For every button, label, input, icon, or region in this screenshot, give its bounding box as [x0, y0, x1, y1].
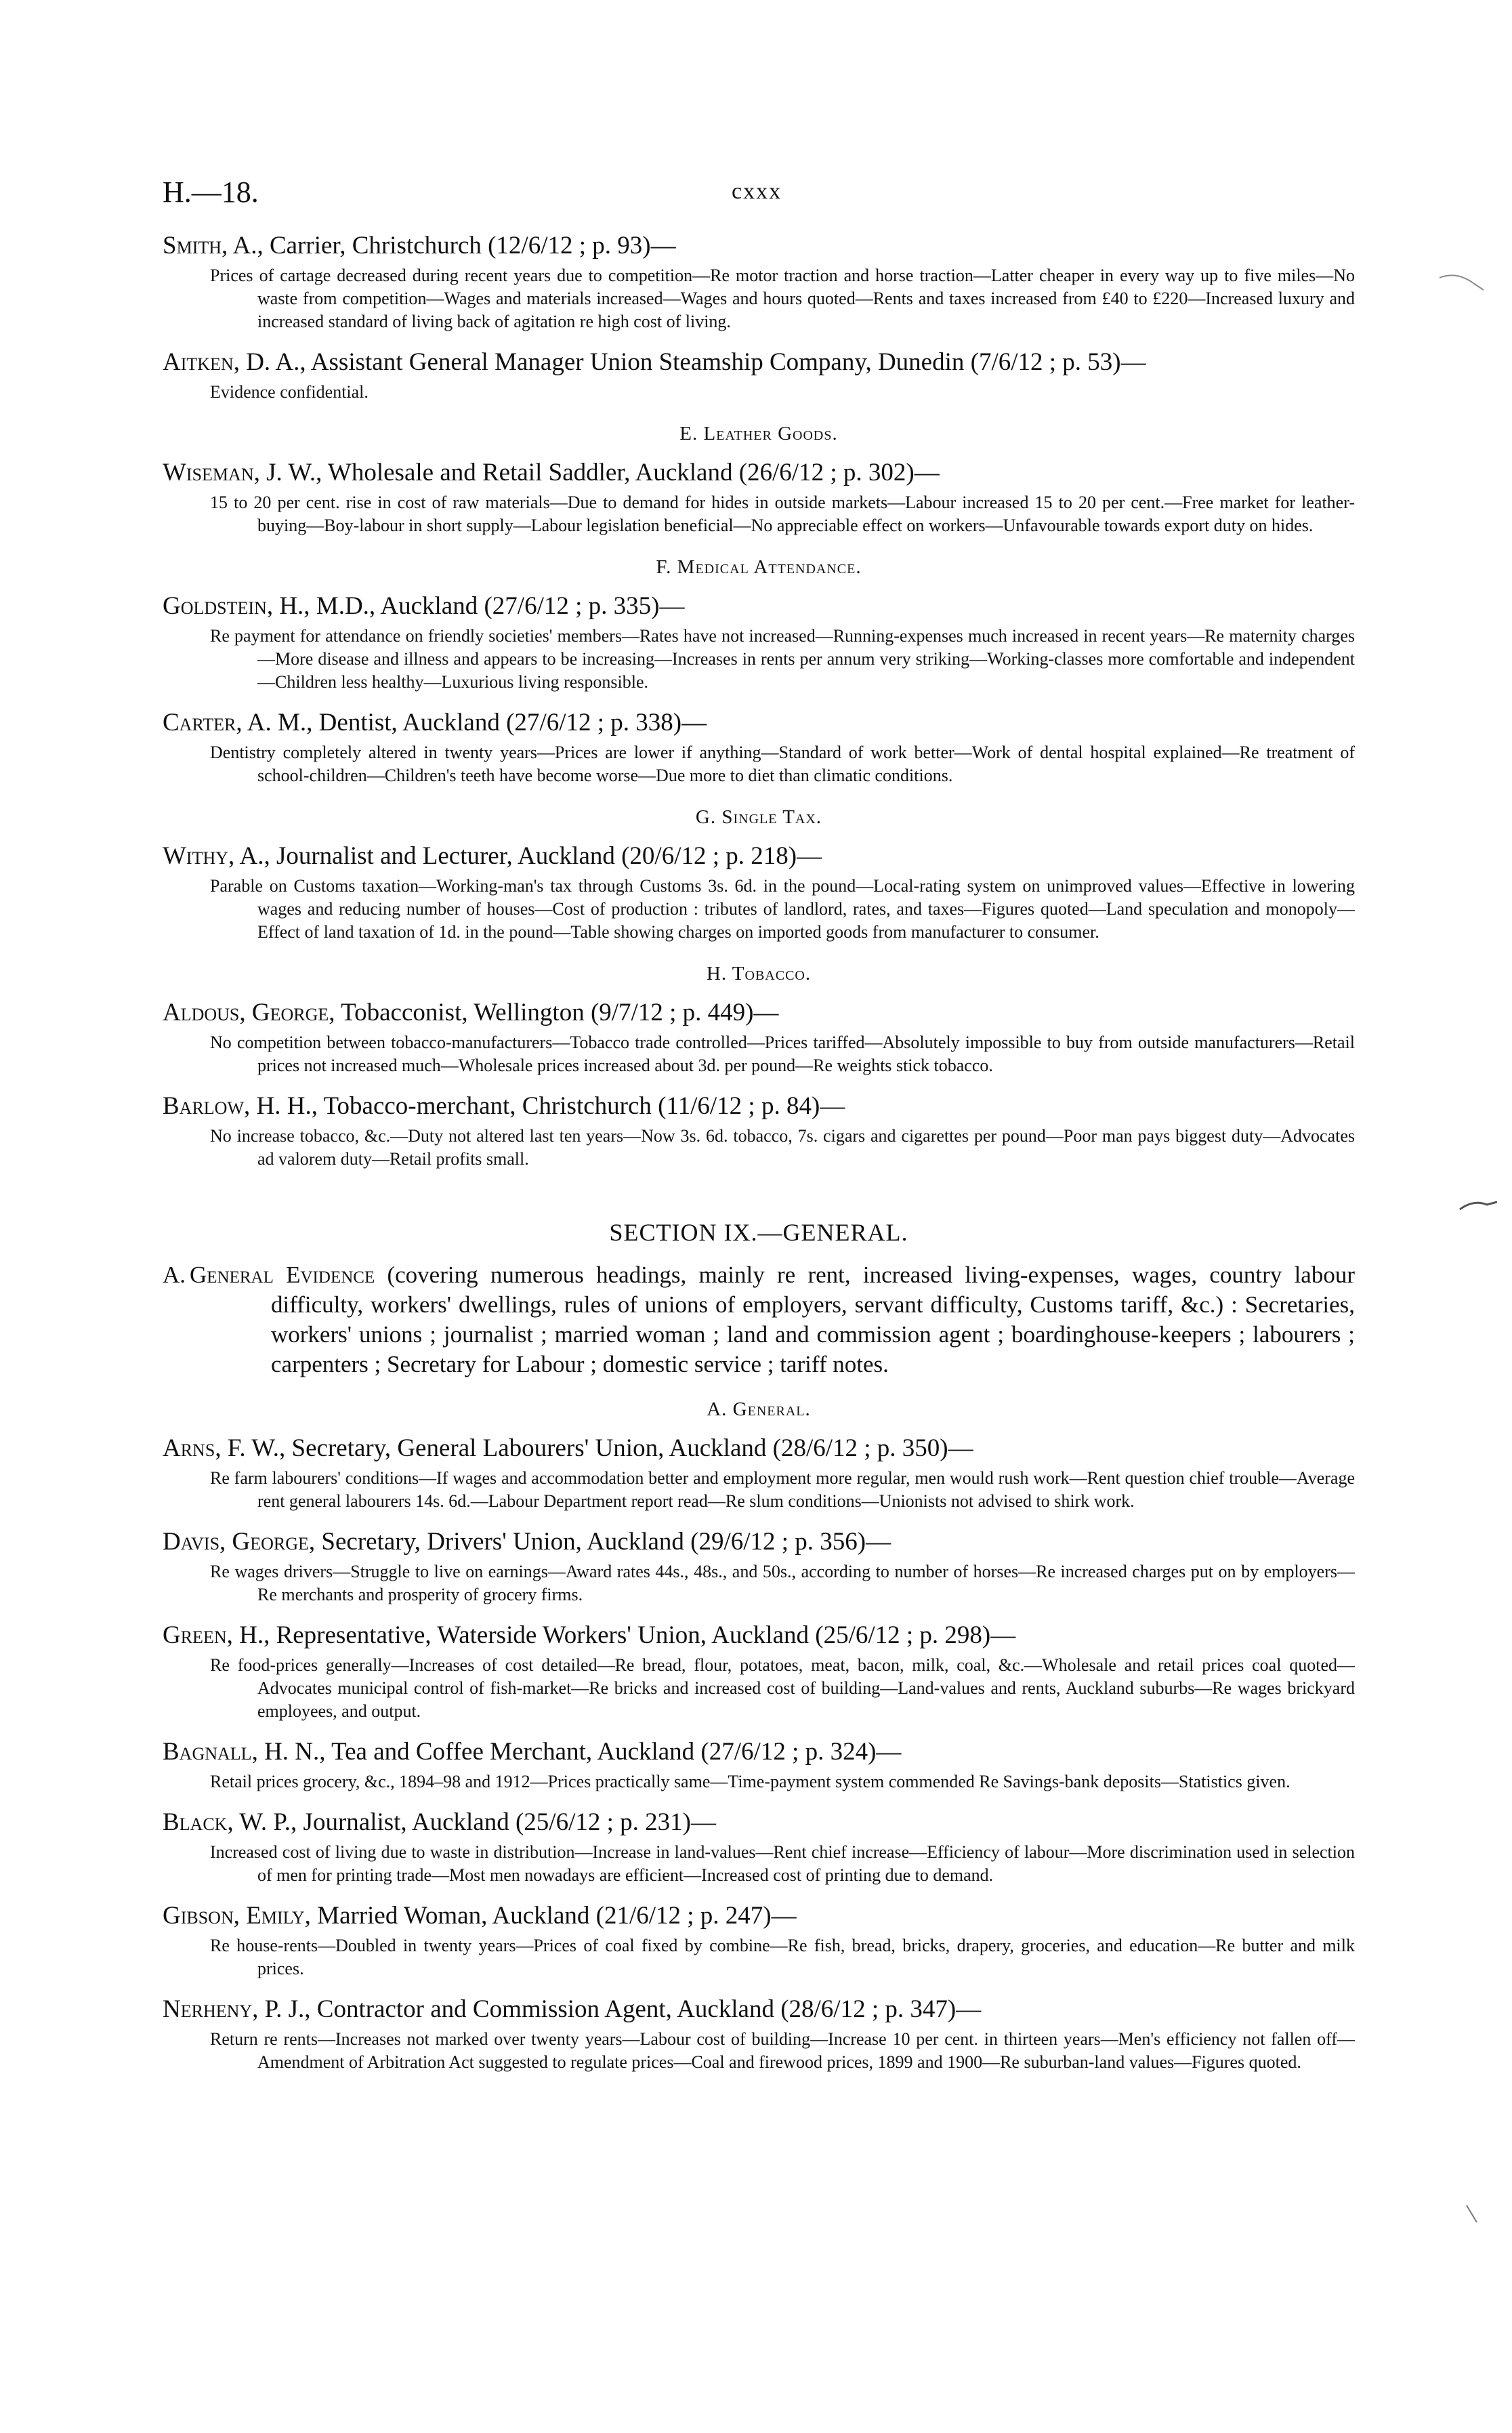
- entry-summary: 15 to 20 per cent. rise in cost of raw materials—Due to demand for hides in outside markets—Labour increased 15 to 20 per cent.—Free market for leather-buying—Boy-labour in short supply—Labour legislation beneficial—No appreciable effect on workers—Unfavourable towards export duty on hides.: [210, 493, 1355, 535]
- entry-details: , Tobacconist, Wellington (9/7/12 ; p. 449)—: [329, 999, 779, 1026]
- entry-heading: [163, 1433, 1355, 1464]
- entry-heading: [163, 1900, 1355, 1932]
- entry-heading: [163, 591, 1355, 622]
- entry-summary: Dentistry completely altered in twenty years—Prices are lower if anything—Standard of work better—Work of dental hospital explained—Re treatment of school-children—Children's teeth have become worse—Due more to diet than climatic conditions.: [210, 743, 1355, 785]
- entry-black: [163, 1807, 1355, 1887]
- entry-details: , H., Representative, Waterside Workers' Union, Auckland (25/6/12 ; p. 298)—: [226, 1621, 1016, 1649]
- section-heading-general: A. General.: [707, 1398, 811, 1420]
- entry-carter: [163, 707, 1355, 787]
- entry-surname: Goldstein: [163, 592, 267, 620]
- entry-surname: Carter: [163, 709, 236, 736]
- entry-details: , H., M.D., Auckland (27/6/12 ; p. 335)—: [266, 592, 685, 620]
- entry-surname: Aitken: [163, 348, 234, 376]
- entry-surname: Withy: [163, 842, 229, 870]
- page-header: [163, 175, 1355, 215]
- entry-summary: Prices of cartage decreased during recent years due to competition—Re motor traction and horse traction—Latter cheaper in every way up to five miles—No waste from competition—Wages and materials increased—Wages and hours quoted—Rents and taxes increased from £40 to £220—Increased luxury and increased standard of living back of agitation re high cost of living.: [210, 266, 1355, 331]
- entry-details: , Married Woman, Auckland (21/6/12 ; p. 247)—: [304, 1902, 797, 1930]
- section-heading-leather-goods: E. Leather Goods.: [679, 423, 838, 444]
- entry-surname: Gibson, Emily: [163, 1902, 305, 1930]
- entry-heading: [163, 1091, 1355, 1122]
- entry-withy: [163, 841, 1355, 944]
- entry-aldous: [163, 997, 1355, 1077]
- entry-barlow: [163, 1091, 1355, 1171]
- entry-surname: Davis, George: [163, 1528, 309, 1556]
- entry-gibson: [163, 1900, 1355, 1980]
- entry-surname: Green: [163, 1621, 227, 1649]
- entry-wiseman: [163, 457, 1355, 537]
- entry-surname: Nerheny: [163, 1995, 253, 2023]
- entry-heading: [163, 841, 1355, 872]
- entry-surname: Aldous, George: [163, 999, 329, 1026]
- section-ix-title: SECTION IX.—GENERAL.: [609, 1219, 908, 1246]
- entry-heading: [163, 1737, 1355, 1768]
- general-evidence-paragraph: [163, 1260, 1355, 1379]
- entry-details: , J. W., Wholesale and Retail Saddler, Auckland (26/6/12 ; p. 302)—: [253, 459, 940, 486]
- entry-details: , F. W., Secretary, General Labourers' Union, Auckland (28/6/12 ; p. 350)—: [215, 1434, 973, 1462]
- entry-summary: Parable on Customs taxation—Working-man's tax through Customs 3s. 6d. in the pound—Local-rating system on unimproved values—Effective in lowering wages and reducing number of houses—Cost of production : tributes of landlord, rates, and taxes—Figures quoted—Land speculation and monopoly—Effect of land taxation of 1d. in the pound—Table showing charges on imported goods from manufacturer to consumer.: [210, 876, 1355, 942]
- entry-details: , H. H., Tobacco-merchant, Christchurch (11/6/12 ; p. 84)—: [244, 1092, 845, 1120]
- entry-summary: Re farm labourers' conditions—If wages and accommodation better and employment more regular, men would rush work—Rent question chief trouble—Average rent general labourers 14s. 6d.—Labour Department report read—Re slum conditions—Unionists not advised to shirk work.: [210, 1468, 1355, 1511]
- page-reference: H.—18.: [163, 175, 259, 209]
- entry-heading: [163, 1526, 1355, 1558]
- entry-green: [163, 1620, 1355, 1723]
- section-heading-single-tax: G. Single Tax.: [695, 806, 822, 828]
- entry-details: , Secretary, Drivers' Union, Auckland (29/6/12 ; p. 356)—: [308, 1528, 891, 1556]
- entry-summary: Re food-prices generally—Increases of cost detailed—Re bread, flour, potatoes, meat, bacon, milk, coal, &c.—Wholesale and retail prices coal quoted—Advocates municipal control of fish-market—Re bricks and increased cost of building—Land-values and rents, Auckland suburbs—Re wages brickyard employees, and output.: [210, 1655, 1355, 1721]
- entry-summary: Increased cost of living due to waste in distribution—Increase in land-values—Rent chief increase—Efficiency of labour—More discrimination used in selection of men for printing trade—Most men nowadays are efficient—Increased cost of printing due to demand.: [210, 1842, 1355, 1885]
- general-evidence-text: (covering numerous headings, mainly re rent, increased living-expenses, wages, country labour difficulty, workers' dwellings, rules of unions of employers, servant difficulty, Customs tariff, &c.) : Secretaries, workers' unions ; journalist ; married woman ; land and commission agent ; boardinghouse-keepers ; labourers ; carpenters ; Secretary for Labour ; domestic service ; tariff notes.: [271, 1262, 1355, 1377]
- entry-surname: Wiseman: [163, 459, 254, 486]
- entry-heading: [163, 347, 1355, 378]
- entry-davis: [163, 1526, 1355, 1606]
- entry-summary: Re payment for attendance on friendly societies' members—Rates have not increased—Running-expenses much increased in recent years—Re maternity charges—More disease and illness and appears to be increasing—Increases in rents per annum very striking—Working-classes more comfortable and independent—Children less healthy—Luxurious living responsible.: [210, 626, 1355, 692]
- scan-mark-icon: [1436, 264, 1490, 298]
- entry-aitken: [163, 347, 1355, 404]
- entry-goldstein: [163, 591, 1355, 694]
- section-heading-medical-attendance: F. Medical Attendance.: [656, 556, 862, 578]
- entry-heading: [163, 1620, 1355, 1651]
- entry-summary: Re house-rents—Doubled in twenty years—Prices of coal fixed by combine—Re fish, bread, bricks, drapery, groceries, and education—Re butter and milk prices.: [210, 1936, 1355, 1978]
- entry-surname: Arns: [163, 1434, 215, 1462]
- entry-surname: Bagnall: [163, 1738, 252, 1766]
- entry-summary: Retail prices grocery, &c., 1894–98 and 1912—Prices practically same—Time-payment system commended Re Savings-bank deposits—Statistics given.: [210, 1772, 1290, 1791]
- entry-details: , H. N., Tea and Coffee Merchant, Auckland (27/6/12 ; p. 324)—: [251, 1738, 902, 1766]
- entry-heading: [163, 707, 1355, 739]
- entry-surname: Black: [163, 1808, 228, 1836]
- entry-nerheny: [163, 1994, 1355, 2074]
- entry-details: , A., Journalist and Lecturer, Auckland (20/6/12 ; p. 218)—: [228, 842, 822, 870]
- entry-details: , A., Carrier, Christchurch (12/6/12 ; p. 93)—: [222, 232, 676, 259]
- entry-heading: [163, 457, 1355, 488]
- entry-summary: Re wages drivers—Struggle to live on earnings—Award rates 44s., 48s., and 50s., according to number of horses—Re increased charges put on by employers—Re merchants and prosperity of grocery firms.: [210, 1562, 1355, 1604]
- entry-smith: [163, 230, 1355, 333]
- entry-details: , A. M., Dentist, Auckland (27/6/12 ; p. 338)—: [236, 709, 707, 736]
- entry-details: , D. A., Assistant General Manager Union Steamship Company, Dunedin (7/6/12 ; p. 53)—: [233, 348, 1146, 376]
- entry-details: , P. J., Contractor and Commission Agent, Auckland (28/6/12 ; p. 347)—: [252, 1995, 982, 2023]
- entry-heading: [163, 1807, 1355, 1838]
- entry-summary: No competition between tobacco-manufacturers—Tobacco trade controlled—Prices tariffed—Absolutely impossible to buy from outside manufacturers—Retail prices not increased much—Wholesale prices increased about 3d. per pound—Re weights stick tobacco.: [210, 1033, 1355, 1075]
- entry-details: , W. P., Journalist, Auckland (25/6/12 ; p. 231)—: [227, 1808, 716, 1836]
- scan-mark-icon: [1456, 1192, 1504, 1220]
- scan-mark-icon: [1463, 2202, 1484, 2229]
- page-body: [163, 230, 1355, 2087]
- section-heading-tobacco: H. Tobacco.: [706, 963, 812, 984]
- entry-heading: [163, 230, 1355, 262]
- entry-bagnall: [163, 1737, 1355, 1793]
- entry-surname: Barlow: [163, 1092, 244, 1120]
- entry-heading: [163, 1994, 1355, 2025]
- entry-summary: Return re rents—Increases not marked over twenty years—Labour cost of building—Increase 10 per cent. in thirteen years—Men's efficiency not fallen off—Amendment of Arbitration Act suggested to regulate prices—Coal and firewood prices, 1899 and 1900—Re suburban-land values—Figures quoted.: [210, 2029, 1355, 2072]
- entry-heading: [163, 997, 1355, 1028]
- entry-arns: [163, 1433, 1355, 1513]
- general-evidence-letter: A.: [163, 1262, 186, 1288]
- general-evidence-label: General Evidence: [190, 1262, 375, 1288]
- entry-summary: Evidence confidential.: [210, 382, 369, 402]
- entry-summary: No increase tobacco, &c.—Duty not altered last ten years—Now 3s. 6d. tobacco, 7s. cigars and cigarettes per pound—Poor man pays biggest duty—Advocates ad valorem duty—Retail profits small.: [210, 1126, 1355, 1169]
- page-number: cxxx: [732, 179, 782, 204]
- entry-surname: Smith: [163, 232, 222, 259]
